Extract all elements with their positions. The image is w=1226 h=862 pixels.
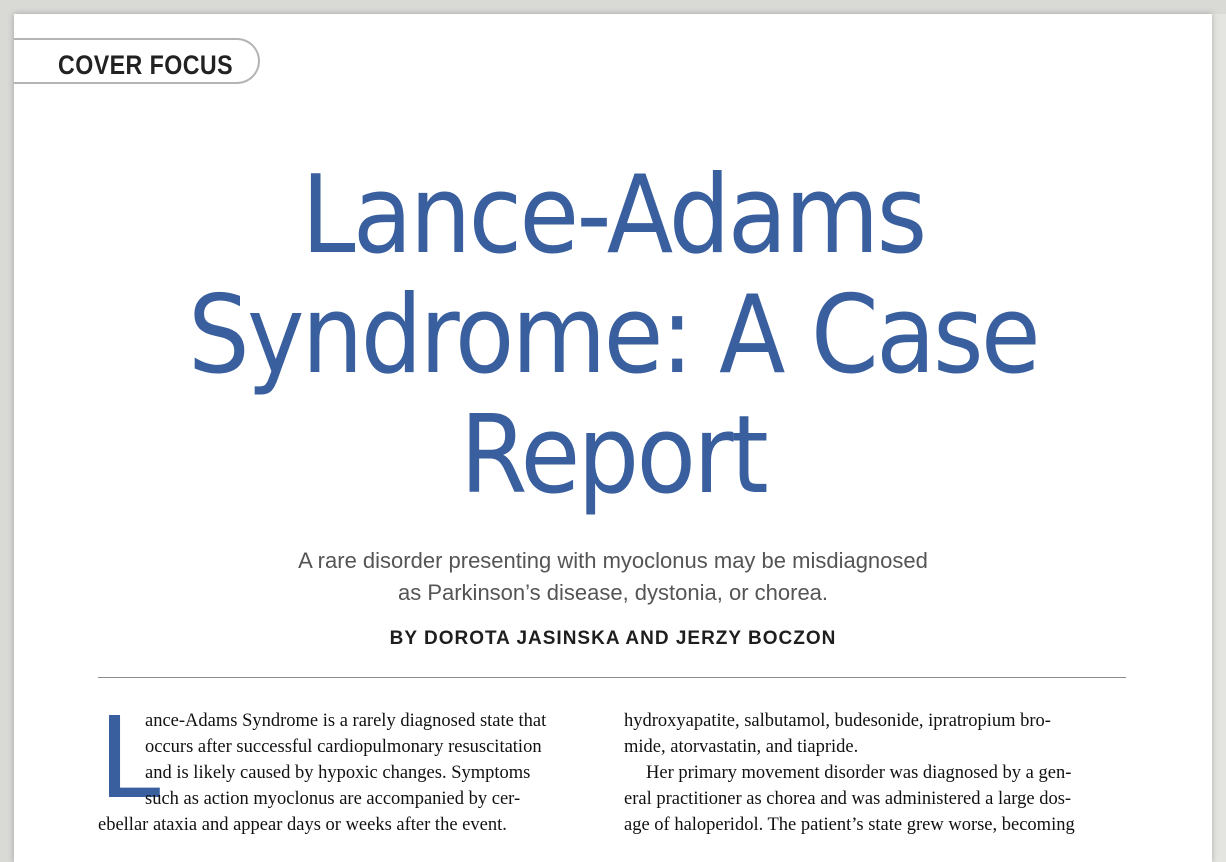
body-line: eral practitioner as chorea and was administered a large dos- [624, 789, 1072, 809]
section-tab [14, 38, 260, 84]
body-column-1 [98, 694, 598, 838]
body-line: ebellar ataxia and appear days or weeks after the event. [98, 815, 507, 835]
section-label: COVER FOCUS [58, 50, 234, 80]
body-line: such as action myoclonus are accompanied by cer- [145, 789, 521, 809]
byline: BY DOROTA JASINSKA AND JERZY BOCZON [389, 628, 837, 649]
deck-line-2: as Parkinson’s disease, dystonia, or chorea. [397, 580, 829, 605]
title-line-3: Report [459, 393, 766, 518]
title-line-1: Lance-Adams [301, 153, 925, 278]
body-line: hydroxyapatite, salbutamol, budesonide, ipratropium bro- [624, 711, 1051, 731]
body-line: age of haloperidol. The patient’s state grew worse, becoming [624, 815, 1075, 835]
body-line: and is likely caused by hypoxic changes. Symptoms [145, 763, 531, 783]
article-deck [14, 545, 1212, 609]
body-line: mide, atorvastatin, and tiapride. [624, 737, 859, 757]
body-line: occurs after successful cardiopulmonary resuscitation [145, 737, 542, 757]
drop-cap: L [98, 694, 161, 824]
deck-line-1: A rare disorder presenting with myoclonus may be misdiagnosed [298, 548, 928, 573]
page-edge [1212, 14, 1226, 862]
article-title [74, 153, 1152, 518]
body-column-2 [624, 708, 1138, 838]
divider-rule [98, 677, 1126, 678]
body-line: Her primary movement disorder was diagnosed by a gen- [646, 763, 1072, 783]
title-line-2: Syndrome: A Case [187, 273, 1039, 398]
body-line: ance-Adams Syndrome is a rarely diagnosed state that [145, 711, 547, 731]
